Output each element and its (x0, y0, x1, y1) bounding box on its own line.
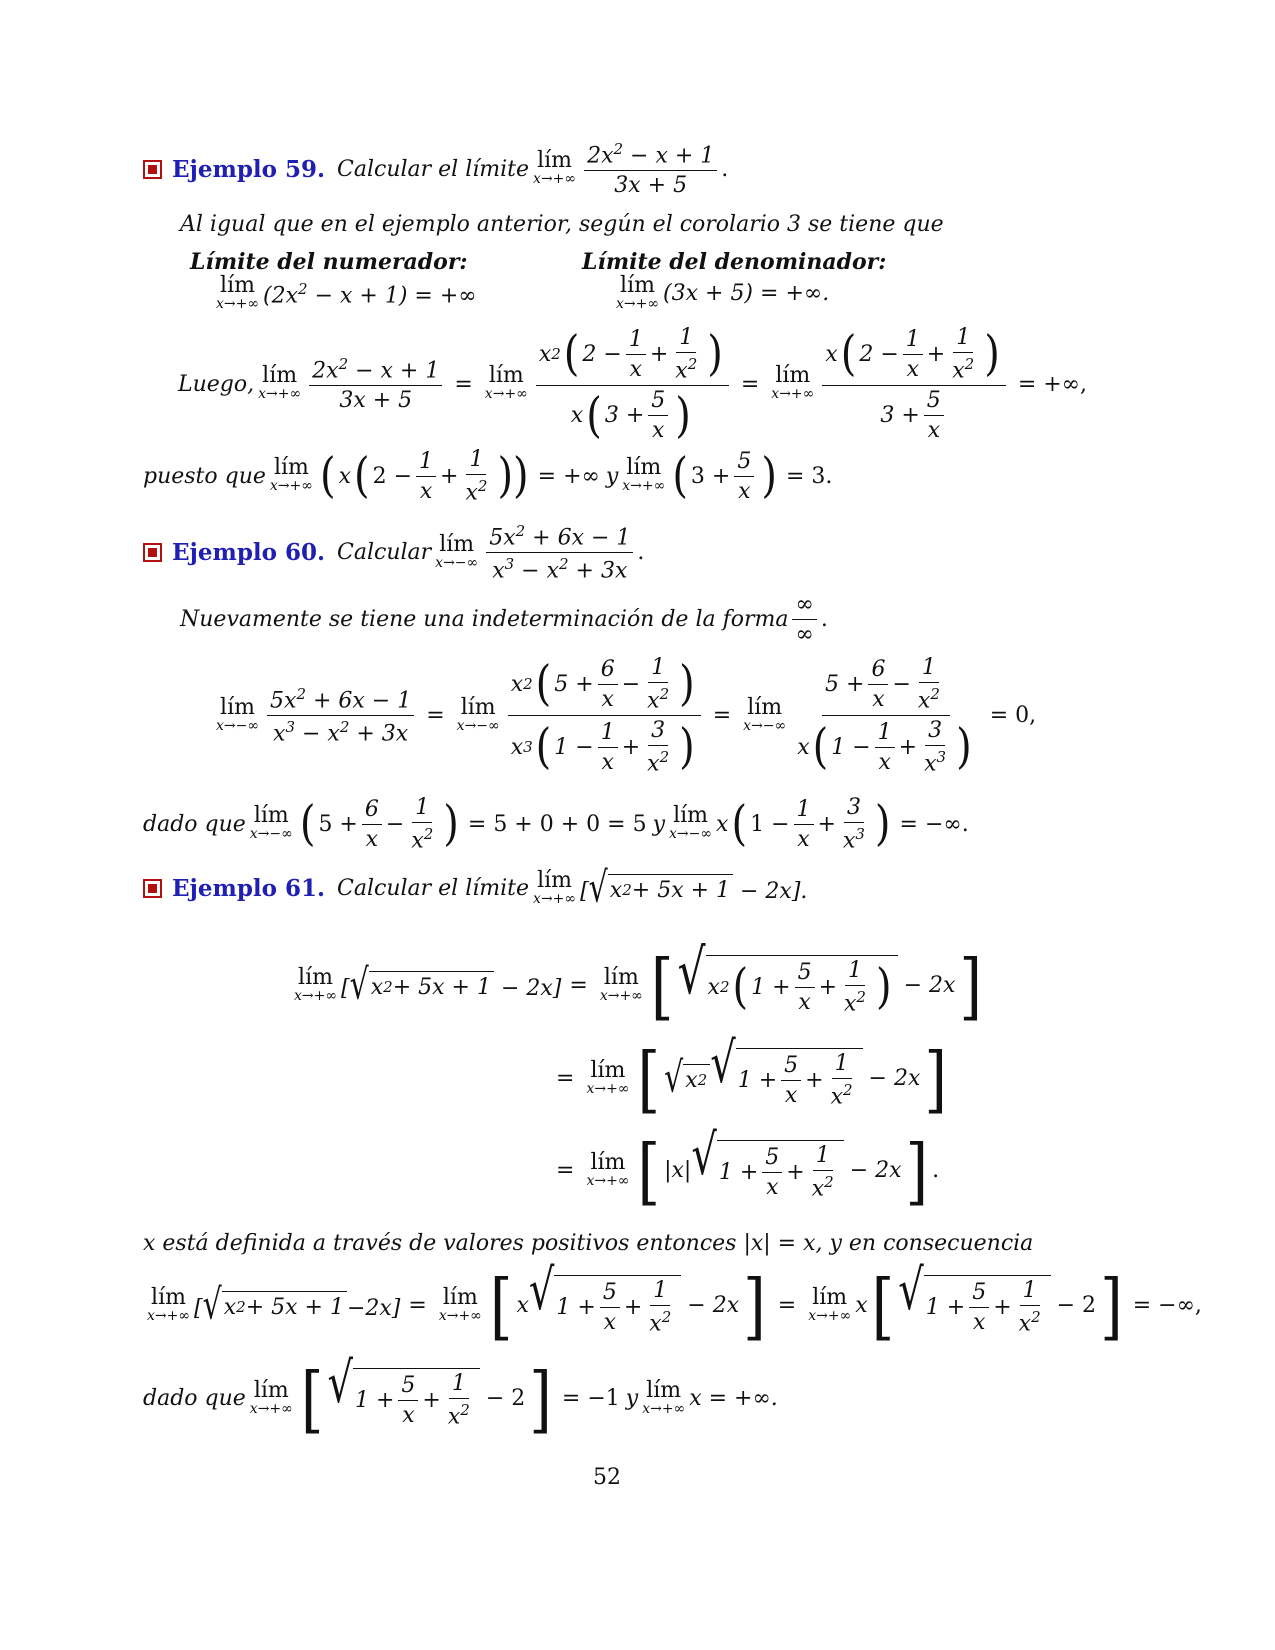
denominator-limit-formula: lím x→+∞ (3x + 5) = +∞. (616, 273, 830, 312)
example-61-line-3: = lím x→+∞ [ |x| √ 1 + 5 x + 1 $x^2$ − 2x ] . (556, 1123, 940, 1214)
y-connector: y (625, 1386, 639, 1412)
example-60-intro: Nuevamente se tiene una indeterminación de la forma ∞ ∞ . (180, 592, 828, 647)
example-59-intro: Al igual que en el ejemplo anterior, según el corolario 3 se tiene que (180, 212, 944, 237)
example-lead-text: Calcular el límite (337, 876, 530, 902)
example-label: Ejemplo 59. (172, 155, 326, 183)
dado-que-text: dado que (143, 811, 246, 837)
numerator-limit-block (190, 249, 477, 312)
example-label: Ejemplo 61. (172, 875, 326, 903)
numerator-heading: Límite del numerador: (190, 249, 468, 275)
bullet-box-icon (143, 879, 162, 898)
indeterminate-form-text: Nuevamente se tiene una indeterminación de la forma (180, 607, 789, 632)
example-lead-text: Calcular (337, 540, 432, 566)
example-61-line-2: = lím x→+∞ [ √ x 2 √ 1 + 5 x + 1 $x^2$ − 2x ] (556, 1031, 948, 1122)
example-60-heading: Ejemplo 60. Calcular lím x→−∞ $5x^2 + 6x - 1$ $x^3 - x^2 + 3x$ . (143, 522, 644, 584)
numerator-limit-formula: lím x→+∞ $(2x^2 - x + 1)$ = +∞ (216, 273, 477, 312)
example-lead-text: Calcular el límite (337, 156, 530, 182)
example-61-heading: Ejemplo 61. Calcular el límite lím x→+∞ [ √ x 2 + 5x + 1 − 2x]. (143, 870, 807, 907)
dado-que-text: dado que (143, 1386, 246, 1412)
puesto-que-text: puesto que (143, 463, 266, 489)
page-number: 52 (593, 1465, 621, 1490)
y-connector: y (605, 463, 619, 489)
bullet-box-icon (143, 543, 162, 562)
example-label: Ejemplo 60. (172, 539, 326, 567)
example-60-justification: dado que lím x→−∞ ( 5 + 6 x − 1 $x^2$ ) = 5 + 0 + 0 = 5 y lím x→−∞ x ( 1 − 1 x + 3 $x^3$ ) = −∞. (143, 795, 969, 854)
bullet-box-icon (143, 160, 162, 179)
example-61-chain: lím x→+∞ [ √ x 2 + 5x + 1 −2x] = lím x→+∞ [ x √ 1 + 5 x + 1 $x^2$ − 2x ] = lím x→+∞ x [ √ 1 + 5 x + 1 $x^2$ − 2 ] = −∞, (147, 1258, 1202, 1349)
example-61-line-1: lím x→+∞ [ √ x 2 + 5x + 1 − 2x] = lím x→+∞ [ √ x 2 ( 1 + 5 x + 1 $x^2$ ) − 2x ] (294, 937, 983, 1029)
luego-text: Luego, (178, 371, 255, 397)
example-61-definition-text: x está definida a través de valores positivos entonces |x| = x, y en consecuencia (143, 1231, 1034, 1256)
example-59-chain: Luego, lím x→+∞ $\frac{2x^2 - x + 1}{3x + 5}$ = lím x→+∞ x 2 ( 2 − 1 x + 1 $x^2$ ) x ( 3 + 5 x ) = lím x→+∞ x ( 2 − 1 x + 1 $x^2$ ) 3 + 5 x = +∞, (178, 325, 1087, 444)
example-60-chain: lím x→−∞ $\frac{5x^2 + 6x - 1}{x^3 - x^2 + 3x}$ = lím x→−∞ x 2 ( 5 + 6 x − 1 $x^2$ ) x 3 ( 1 − 1 x + 3 $x^2$ ) = lím x→−∞ 5 + 6 x − 1 $x^2$ x ( 1 − 1 x + 3 $x^3$ ) = 0, (216, 655, 1037, 777)
example-59-justification: puesto que lím x→+∞ ( x ( 2 − 1 x + 1 $x^2$ )) = +∞ y lím x→+∞ ( 3 + 5 x ) = 3. (143, 447, 833, 506)
example-59-heading: Ejemplo 59. Calcular el límite lím x→+∞ $2x^2 - x + 1$ 3x + 5 . (143, 140, 728, 198)
denominator-heading: Límite del denominador: (582, 249, 887, 275)
y-connector: y (652, 811, 666, 837)
example-61-justification: dado que lím x→+∞ [ √ 1 + 5 x + 1 $x^2$ − 2 ] = −1 y lím x→+∞ x = +∞. (143, 1351, 778, 1442)
denominator-limit-block (582, 249, 886, 312)
